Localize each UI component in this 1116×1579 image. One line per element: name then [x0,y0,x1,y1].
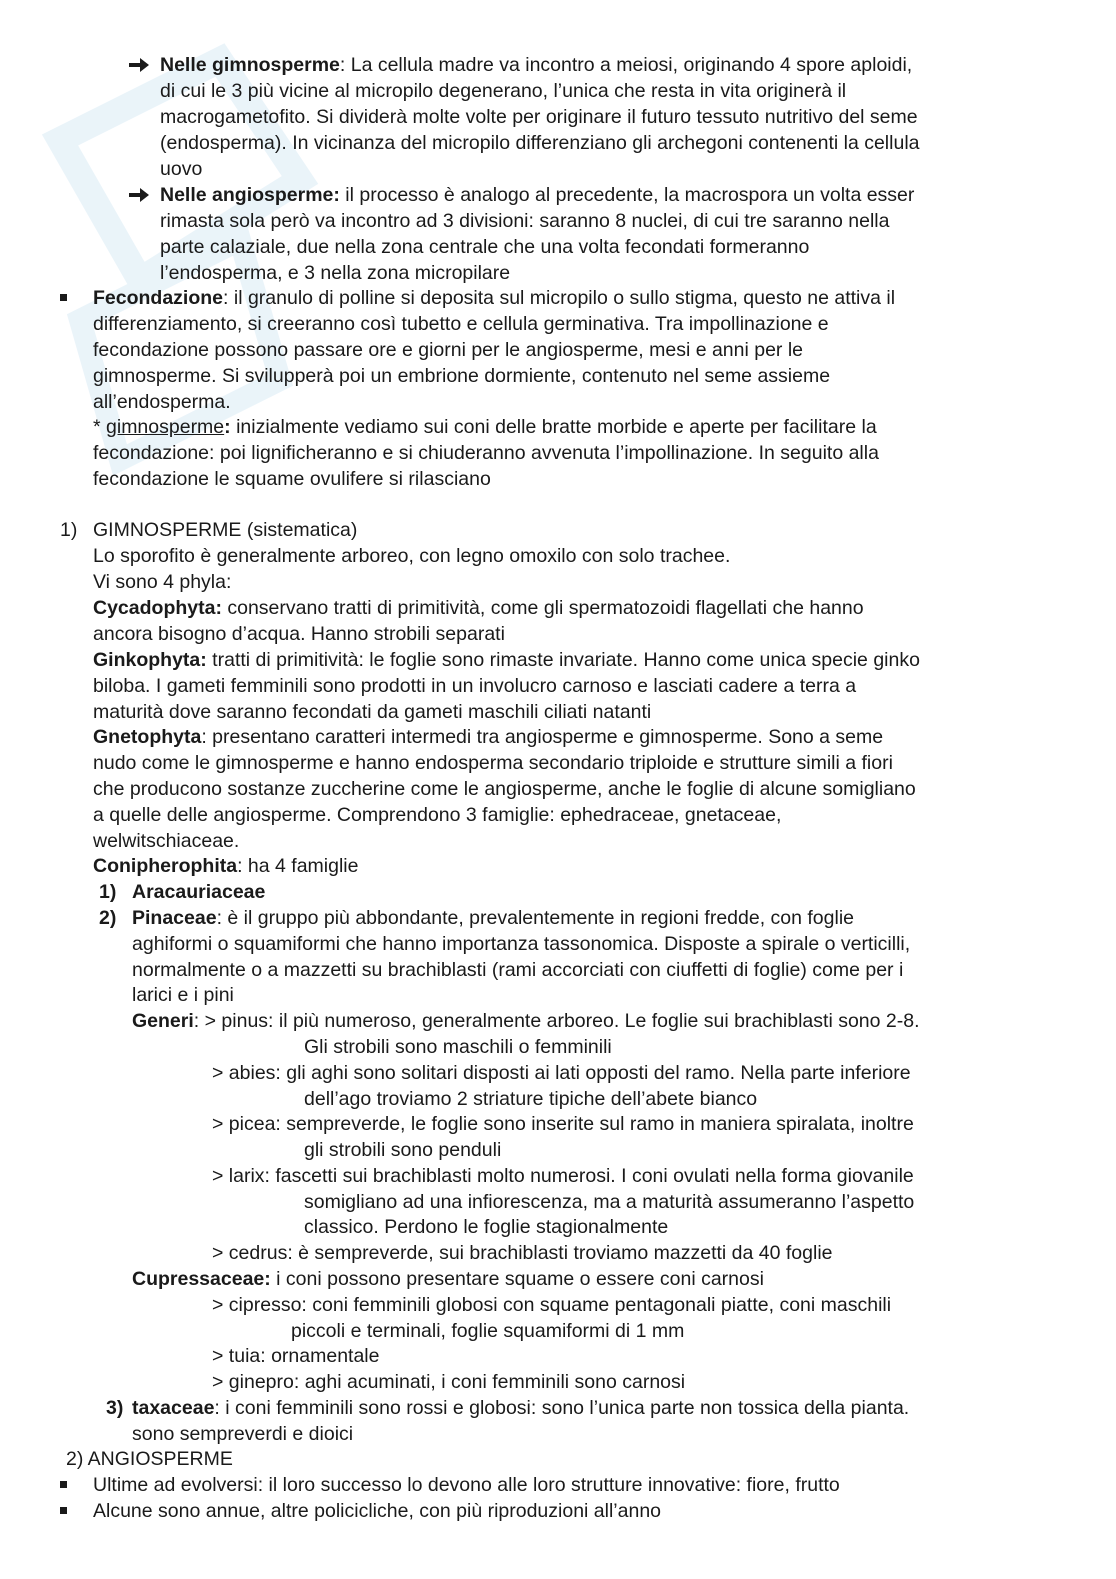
conipherophita-text: : ha 4 famiglie [237,855,359,877]
cupressaceae-label: Cupressaceae: [132,1268,271,1290]
fecondazione-line: gimnosperme. Si svilupperà poi un embrione dormiente, contenuto nel seme assieme [93,365,831,387]
angio-repro-text: il processo è analogo al precedente, la macrospora un volta esser [339,184,915,206]
angio-repro-line: rimasta sola però va incontro ad 3 divisioni: saranno 8 nuclei, di cui tre saranno nella [160,210,890,232]
fecondazione-line: all’endosperma. [93,391,231,413]
gimno-repro-line: macrogametofito. Si dividerà molte volte per originare il futuro tessuto nutritivo del seme [160,106,918,128]
gnetophyta-line: nudo come le gimnosperme e hanno endosperma secondario triploide e strutture simili a fiori [93,752,893,774]
note-star: * [93,416,107,438]
ginkophyta-text: tratti di primitività: le foglie sono rimaste invariate. Hanno come unica specie ginko [206,649,920,671]
cupressaceae-text: i coni possono presentare squame o essere coni carnosi [270,1268,764,1290]
abies-line: > abies: gli aghi sono solitari disposti ai lati opposti del ramo. Nella parte inferiore [212,1062,911,1084]
fecondazione-text: : il granulo di polline si deposita sul micropilo o sullo stigma, questo ne attiva il [223,287,896,309]
gimno-repro-line: di cui le 3 più vicine al micropilo degenerano, l’unica che resta in vita originerà il [160,80,847,102]
intro-line: Vi sono 4 phyla: [93,571,232,593]
square-bullet-icon [60,1481,67,1488]
gimno-repro-first-line [160,52,912,78]
cedrus-line: > cedrus: è sempreverde, sui brachiblasti troviamo mazzetti da 40 foglie [212,1242,833,1264]
cycadophyta-line: ancora bisogno d’acqua. Hanno strobili separati [93,623,505,645]
ginkophyta-first-line [93,647,920,673]
gimno-repro-line: (endosperma). In vicinanza del micropilo differenziano gli archegoni contenenti la cellula [160,132,920,154]
cycadophyta-label: Cycadophyta: [93,597,222,619]
gimno-repro-line: uovo [160,158,203,180]
conipherophita-label: Conipherophita [93,855,238,877]
fecondazione-first-line [93,285,895,311]
angiosperme-bullet: Alcune sono annue, altre policicliche, con più riproduzioni all’anno [93,1500,662,1522]
picea-line: gli strobili sono penduli [304,1139,502,1161]
cupressaceae-line [132,1266,764,1292]
family-aracauriaceae: Aracauriaceae [132,881,266,903]
gimno-repro-label: Nelle gimnosperme [160,54,340,76]
taxaceae-line: sono sempreverdi e dioici [132,1423,354,1445]
gnetophyta-text: : presentano caratteri intermedi tra angiosperme e gimnosperme. Sono a seme [201,726,884,748]
family-number: 3) [106,1397,124,1419]
pinaceae-line: larici e i pini [132,984,234,1006]
angiosperme-bullet: Ultime ad evolversi: il loro successo lo devono alle loro strutture innovative: fiore, frutto [93,1474,840,1496]
note-colon: : [224,416,231,438]
conipherophita-line [93,853,358,879]
cycadophyta-first-line [93,595,864,621]
gimnosperme-note-first-line [93,414,877,440]
angio-repro-line: parte calaziale, due nella zona centrale che una volta fecondati formeranno [160,236,810,258]
gnetophyta-line: che producono sostanze zuccherine come le angiosperme, anche le foglie di alcune somigliano [93,778,916,800]
angio-repro-label: Nelle angiosperme: [160,184,340,206]
fecondazione-line: fecondazione possono passare ore e giorni per le angiosperme, mesi e anni per le [93,339,804,361]
note-label: gimnosperme [106,416,225,438]
taxaceae-label: taxaceae [132,1397,215,1419]
square-bullet-icon [60,294,67,301]
gnetophyta-line: a quelle delle angiosperme. Comprendono 3 famiglie: ephedraceae, gnetaceae, [93,804,782,826]
note-line: fecondazione le squame ovulifere si rilasciano [93,468,491,490]
taxaceae-first-line [132,1395,909,1421]
pinus-text: : > pinus: il più numeroso, generalmente arboreo. Le foglie sui brachiblasti sono 2-8. [193,1010,920,1032]
pinaceae-line: normalmente o a mazzetti su brachiblasti (rami accorciati con ciuffetti di foglie) come per i [132,959,904,981]
larix-line: classico. Perdono le foglie stagionalmente [304,1216,669,1238]
arrow-bullet-icon [128,56,150,74]
fecondazione-line: differenziamento, si creeranno così tubetto e cellula germinativa. Tra impollinazione e [93,313,829,335]
gnetophyta-label: Gnetophyta [93,726,202,748]
section-number: 1) [60,519,78,541]
intro-line: Lo sporofito è generalmente arboreo, con legno omoxilo con solo trachee. [93,545,731,567]
gimno-repro-text: : La cellula madre va incontro a meiosi, originando 4 spore aploidi, [339,54,913,76]
taxaceae-text: : i coni femminili sono rossi e globosi: sono l’unica parte non tossica della pianta. [214,1397,910,1419]
abies-line: dell’ago troviamo 2 striature tipiche dell’abete bianco [304,1088,758,1110]
pinaceae-line: aghiformi o squamiformi che hanno importanza tassonomica. Disposte a spirale o verticilli, [132,933,911,955]
gnetophyta-line: welwitschiaceae. [93,830,240,852]
cycadophyta-text: conservano tratti di primitività, come gli spermatozoidi flagellati che hanno [221,597,864,619]
note-text: inizialmente vediamo sui coni delle bratte morbide e aperte per facilitare la [230,416,877,438]
pinaceae-first-line [132,905,854,931]
family-number: 2) [99,907,117,929]
family-number: 1) [99,881,117,903]
generi-pinus-line [132,1008,920,1034]
fecondazione-label: Fecondazione [93,287,224,309]
cipresso-line: piccoli e terminali, foglie squamiformi di 1 mm [291,1320,685,1342]
ginkophyta-line: biloba. I gameti femminili sono prodotti in un involucro carnoso e lasciati cadere a terra a [93,675,857,697]
angiosperme-heading: 2) ANGIOSPERME [66,1448,233,1470]
ginepro-line: > ginepro: aghi acuminati, i coni femminili sono carnosi [212,1371,686,1393]
gnetophyta-first-line [93,724,883,750]
section-heading: GIMNOSPERME (sistematica) [93,519,358,541]
ginkophyta-line: maturità dove saranno fecondati da gameti maschili ciliati natanti [93,701,652,723]
pinaceae-label: Pinaceae [132,907,217,929]
ginkophyta-label: Ginkophyta: [93,649,207,671]
pinaceae-text: : è il gruppo più abbondante, prevalentemente in regioni fredde, con foglie [216,907,855,929]
arrow-bullet-icon [128,186,150,204]
pinus-line: Gli strobili sono maschili o femminili [304,1036,612,1058]
note-line: fecondazione: poi lignificheranno e si chiuderanno avvenuta l’impollinazione. In seguito alla [93,442,879,464]
larix-line: somigliano ad una infiorescenza, ma a maturità assumeranno l’aspetto [304,1191,915,1213]
cipresso-line: > cipresso: coni femminili globosi con squame pentagonali piatte, coni maschili [212,1294,892,1316]
picea-line: > picea: sempreverde, le foglie sono inserite sul ramo in maniera spiralata, inoltre [212,1113,914,1135]
generi-label: Generi [132,1010,194,1032]
square-bullet-icon [60,1507,67,1514]
tuia-line: > tuia: ornamentale [212,1345,380,1367]
angio-repro-line: l’endosperma, e 3 nella zona micropilare [160,262,511,284]
larix-line: > larix: fascetti sui brachiblasti molto numerosi. I coni ovulati nella forma giovanile [212,1165,914,1187]
angio-repro-first-line [160,182,914,208]
